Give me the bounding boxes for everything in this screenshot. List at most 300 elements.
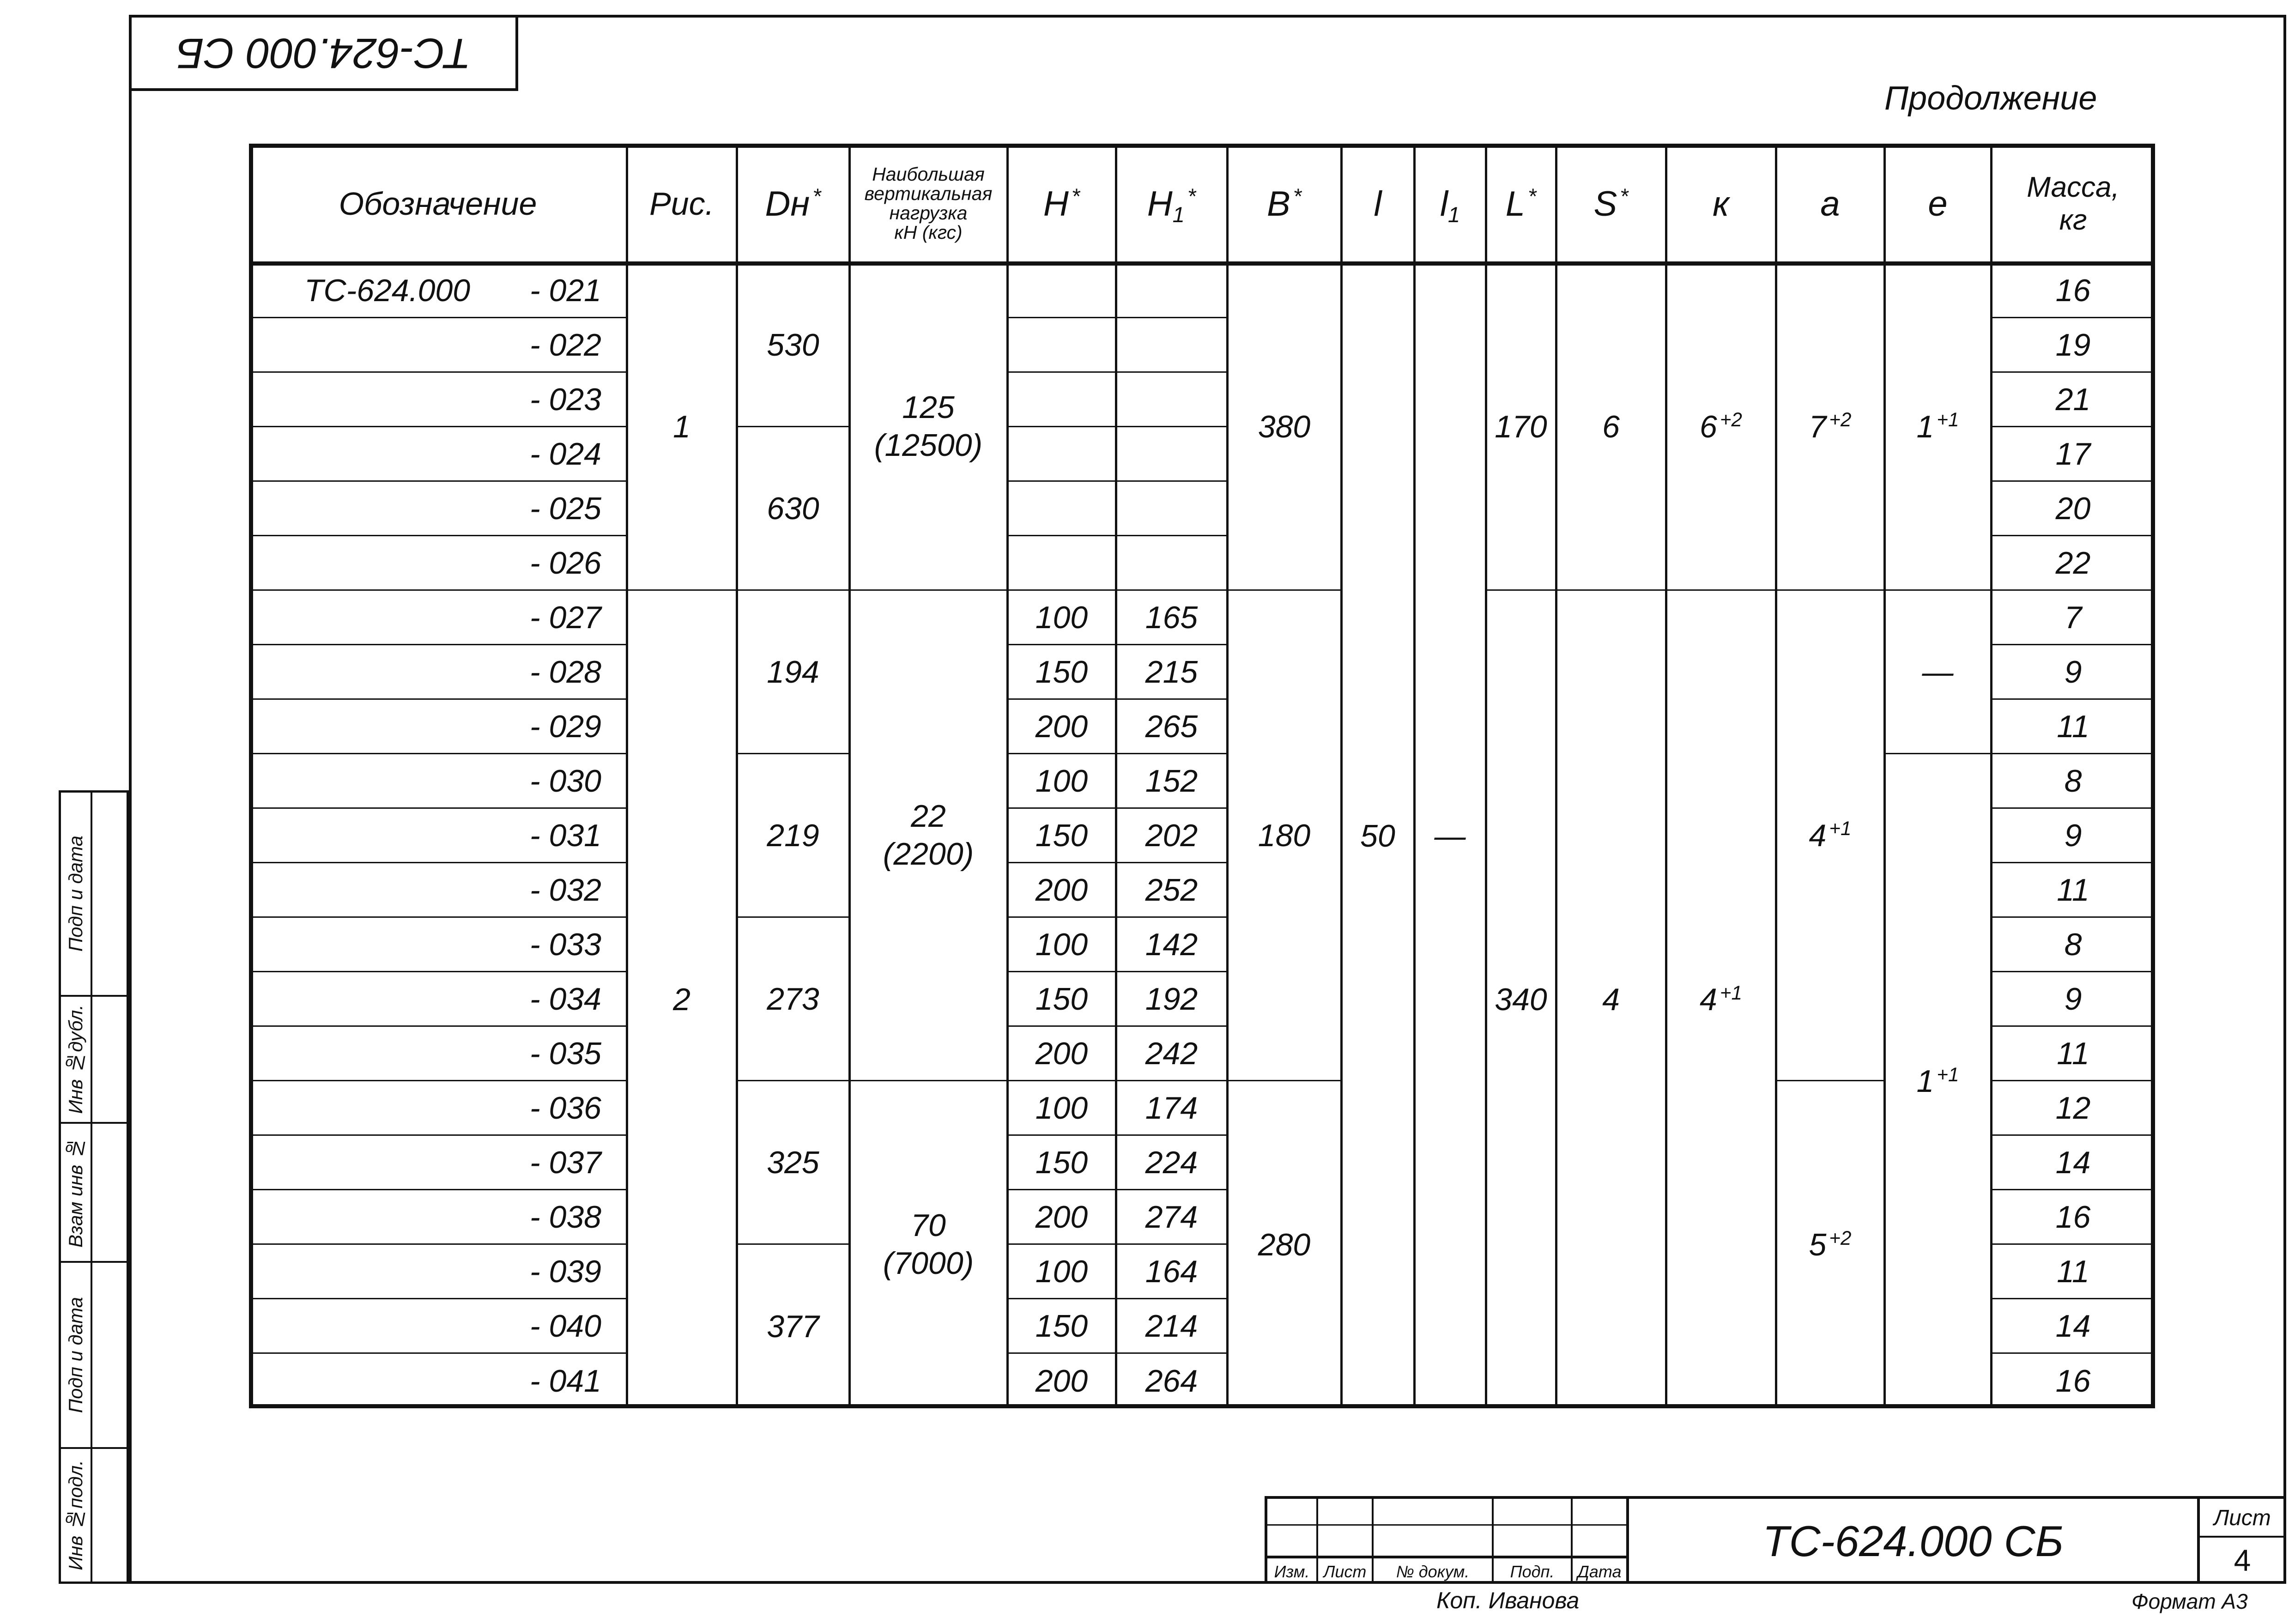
- cell-h1: [1116, 1027, 1227, 1081]
- cell-b-text: 280: [1258, 1227, 1311, 1262]
- header-l1-label: [1440, 184, 1460, 227]
- header-a-label: [1820, 184, 1840, 224]
- cell-h1: [1116, 591, 1227, 645]
- cell-h-text: 200: [1035, 1199, 1088, 1235]
- cell-dn-text: 219: [767, 818, 819, 853]
- cell-h1-text: 214: [1145, 1308, 1198, 1344]
- cell-h: [1007, 1354, 1116, 1408]
- cell-h-text: 150: [1035, 818, 1088, 853]
- cell-h-text: 100: [1035, 600, 1088, 635]
- cell-mass: [1991, 1081, 2155, 1136]
- cell-designation: [249, 863, 627, 918]
- rotated-designation-text: ТС-624.000 СБ: [176, 30, 471, 77]
- cell-mass: [1991, 536, 2155, 591]
- designation-code: - 023: [530, 382, 601, 417]
- cell-h: [1007, 1081, 1116, 1136]
- cell-mass: [1991, 972, 2155, 1027]
- cell-h-text: 150: [1035, 654, 1088, 690]
- cell-dn: [737, 918, 849, 1081]
- cell-load: [849, 591, 1007, 1081]
- designation-code: - 038: [530, 1199, 601, 1235]
- cell-h: [1007, 863, 1116, 918]
- cell-mass-text: 11: [2057, 709, 2089, 744]
- cell-load-line: (12500): [874, 427, 983, 463]
- cell-h-value: [1035, 872, 1088, 908]
- cell-l: [1341, 264, 1414, 1408]
- cell-load-line: (2200): [883, 836, 974, 872]
- cell-b: [1227, 1081, 1341, 1408]
- cell-h-value: [1035, 818, 1088, 854]
- designation-code: - 026: [530, 545, 601, 581]
- cell-h1-value: [1145, 600, 1198, 636]
- cell-h1: [1116, 264, 1227, 318]
- header-load-line: вертикальная: [864, 183, 993, 205]
- cell-h-value: [1035, 927, 1088, 963]
- cell-h-value: [1035, 1308, 1088, 1344]
- header-L-asterisk: *: [1527, 183, 1537, 208]
- cell-h1-text: 165: [1145, 600, 1198, 635]
- header-s-label: [1593, 184, 1628, 224]
- header-L: [1486, 144, 1556, 264]
- cell-mass-text: 14: [2055, 1145, 2091, 1180]
- cell-dn-value: [767, 654, 819, 690]
- cell-s-text: 4: [1602, 982, 1620, 1017]
- cell-b-value: [1258, 409, 1310, 445]
- cell-dn-text: 273: [767, 981, 819, 1017]
- cell-s: [1556, 591, 1666, 1408]
- header-h-text: H: [1043, 184, 1069, 224]
- cell-h1: [1116, 482, 1227, 536]
- cell-h1-value: [1145, 1090, 1198, 1126]
- cell-h1-value: [1145, 927, 1198, 963]
- header-e: [1884, 144, 1991, 264]
- header-l-label: [1374, 184, 1382, 224]
- cell-figure-text: 2: [673, 982, 690, 1017]
- cell-a-text: 7: [1809, 409, 1827, 444]
- cell-mass: [1991, 918, 2155, 972]
- cell-designation: [249, 373, 627, 427]
- designation-code: - 032: [530, 872, 601, 908]
- cell-l1-text: —: [1434, 818, 1466, 854]
- cell-dn: [737, 754, 849, 918]
- cell-h1: [1116, 754, 1227, 809]
- cell-k-tolerance: +1: [1720, 982, 1742, 1004]
- cell-h-text: 200: [1035, 1363, 1088, 1399]
- cell-h-text: 200: [1035, 872, 1088, 908]
- cell-l-text: 50: [1360, 818, 1395, 854]
- cell-designation: [249, 1190, 627, 1245]
- cell-e-value: [1917, 1063, 1959, 1099]
- cell-h-text: 150: [1035, 1145, 1088, 1180]
- cell-mass-text: 12: [2055, 1090, 2091, 1126]
- cell-mass-text: 16: [2055, 1199, 2091, 1235]
- header-load-line: Наибольшая: [872, 164, 985, 185]
- column-divider: [848, 144, 851, 1408]
- cell-dn-value: [767, 1309, 819, 1345]
- header-designation-text: Обозначение: [339, 186, 537, 222]
- cell-h: [1007, 482, 1116, 536]
- cell-e: [1884, 754, 1991, 1408]
- side-stamp-strip: [59, 790, 129, 1584]
- cell-mass-value: [2056, 1308, 2091, 1344]
- cell-dn: [737, 591, 849, 754]
- cell-a: [1776, 1081, 1884, 1408]
- designation-code: - 034: [530, 981, 601, 1017]
- cell-mass-value: [2056, 1090, 2091, 1126]
- header-e-text: е: [1928, 184, 1948, 224]
- cell-h1-text: 192: [1145, 981, 1198, 1017]
- cell-e-tolerance: +1: [1937, 409, 1959, 431]
- header-k-label: [1713, 184, 1729, 224]
- cell-designation: [249, 1027, 627, 1081]
- designation-code: - 041: [530, 1363, 601, 1399]
- cell-mass: [1991, 373, 2155, 427]
- header-mass: [1991, 144, 2155, 264]
- cell-mass: [1991, 1245, 2155, 1299]
- header-b-asterisk: *: [1293, 183, 1302, 208]
- cell-mass-text: 20: [2055, 491, 2091, 526]
- column-divider: [1883, 144, 1886, 1408]
- cell-h1: [1116, 318, 1227, 373]
- designation-code: - 025: [530, 491, 601, 526]
- cell-load: [849, 264, 1007, 591]
- cell-e: [1884, 264, 1991, 591]
- header-h-asterisk: *: [1071, 183, 1080, 208]
- header-b-label: [1267, 184, 1302, 224]
- cell-e-value: [1922, 654, 1954, 690]
- document-designation: ТС-624.000 СБ: [1762, 1517, 2064, 1565]
- header-a: [1776, 144, 1884, 264]
- header-k-text: к: [1713, 184, 1729, 224]
- cell-mass: [1991, 1136, 2155, 1190]
- header-figure-label: [649, 185, 714, 222]
- cell-designation: [249, 591, 627, 645]
- header-dn: [737, 144, 849, 264]
- strip-label: Подп и дата: [65, 1297, 86, 1413]
- cell-a-tolerance: +1: [1829, 818, 1852, 840]
- cell-h1: [1116, 1299, 1227, 1354]
- designation-code: - 030: [530, 763, 601, 799]
- cell-dn-text: 325: [767, 1145, 819, 1180]
- designation-code: - 031: [530, 818, 601, 853]
- designation-code: - 039: [530, 1254, 601, 1289]
- cell-mass-text: 19: [2055, 327, 2091, 363]
- cell-mass-value: [2065, 600, 2082, 636]
- cell-b: [1227, 264, 1341, 591]
- designation-code: - 022: [530, 327, 601, 363]
- cell-b-value: [1258, 1227, 1310, 1263]
- strip-original-inventory: [61, 1447, 127, 1582]
- cell-k: [1666, 591, 1776, 1408]
- cell-h: [1007, 1027, 1116, 1081]
- header-figure: [627, 144, 737, 264]
- cell-mass-value: [2057, 1036, 2089, 1072]
- cell-mass-value: [2057, 1254, 2089, 1290]
- header-load-line: нагрузка: [889, 202, 968, 224]
- cell-figure-text: 1: [673, 409, 690, 444]
- header-l1-subscript: 1: [1447, 202, 1460, 227]
- designation-code: - 037: [530, 1145, 601, 1180]
- cell-mass-text: 9: [2064, 981, 2082, 1017]
- cell-h-text: 100: [1035, 1254, 1088, 1289]
- cell-dn: [737, 1081, 849, 1245]
- cell-h-text: 100: [1035, 763, 1088, 799]
- column-divider: [1115, 144, 1117, 1408]
- cell-mass-value: [2065, 981, 2082, 1017]
- cell-mass: [1991, 1190, 2155, 1245]
- header-l1: [1414, 144, 1486, 264]
- header-k: [1666, 144, 1776, 264]
- cell-e-text: 1: [1916, 1064, 1934, 1099]
- cell-h: [1007, 700, 1116, 754]
- cell-b-text: 380: [1258, 409, 1311, 444]
- signature-label: Подп.: [1510, 1562, 1555, 1581]
- rotated-designation-stamp: [129, 15, 518, 91]
- cell-h1-value: [1145, 1308, 1198, 1344]
- cell-h-text: 100: [1035, 927, 1088, 962]
- cell-mass: [1991, 1027, 2155, 1081]
- cell-h1: [1116, 1354, 1227, 1408]
- cell-mass-text: 21: [2055, 382, 2091, 417]
- strip-label: Инв №подл.: [65, 1460, 86, 1570]
- cell-h1: [1116, 1245, 1227, 1299]
- cell-e-value: [1917, 409, 1959, 445]
- header-a-text: а: [1820, 184, 1840, 224]
- cell-h-value: [1035, 654, 1088, 690]
- cell-mass-value: [2056, 327, 2091, 363]
- cell-l1-value: [1435, 818, 1466, 854]
- cell-mass: [1991, 700, 2155, 754]
- header-L-label: [1506, 184, 1537, 224]
- cell-h: [1007, 1299, 1116, 1354]
- header-l-text: l: [1374, 184, 1382, 224]
- cell-designation: [249, 1136, 627, 1190]
- cell-h-value: [1035, 600, 1088, 636]
- cell-h-text: 150: [1035, 981, 1088, 1017]
- cell-h: [1007, 591, 1116, 645]
- header-h1-asterisk: *: [1187, 183, 1196, 208]
- cell-h1-text: 242: [1145, 1036, 1198, 1071]
- cell-h: [1007, 264, 1116, 318]
- cell-h1: [1116, 918, 1227, 972]
- cell-h1-text: 252: [1145, 872, 1198, 908]
- cell-h1-value: [1145, 872, 1198, 908]
- column-divider: [1665, 144, 1667, 1408]
- cell-mass-text: 16: [2055, 273, 2091, 308]
- cell-h: [1007, 809, 1116, 863]
- cell-h1-value: [1145, 654, 1198, 690]
- cell-b-text: 180: [1258, 818, 1311, 853]
- cell-mass-text: 11: [2057, 872, 2089, 908]
- column-divider: [626, 144, 628, 1408]
- cell-h1-text: 152: [1145, 763, 1198, 799]
- cell-b-value: [1258, 818, 1310, 854]
- header-h1: [1116, 144, 1227, 264]
- cell-dn-value: [767, 491, 819, 527]
- cell-dn: [737, 264, 849, 427]
- title-grid-rule: [1267, 1524, 1628, 1526]
- cell-L-text: 340: [1495, 982, 1547, 1017]
- cell-h1: [1116, 645, 1227, 700]
- designation-base: ТС-624.000: [304, 273, 471, 308]
- cell-load-line: (7000): [883, 1246, 974, 1281]
- cell-mass-value: [2056, 1199, 2091, 1235]
- cell-mass-text: 17: [2055, 436, 2091, 472]
- strip-label: Подп и дата: [65, 836, 86, 952]
- cell-mass: [1991, 809, 2155, 863]
- cell-h-text: 200: [1035, 709, 1088, 744]
- cell-mass-value: [2065, 654, 2082, 690]
- cell-k-value: [1700, 409, 1742, 445]
- cell-mass: [1991, 318, 2155, 373]
- strip-sign-date-lower: [61, 1261, 127, 1447]
- cell-designation: [249, 918, 627, 972]
- cell-a-value: [1809, 818, 1852, 854]
- cell-h1-value: [1145, 818, 1198, 854]
- cell-h1: [1116, 809, 1227, 863]
- cell-h: [1007, 536, 1116, 591]
- designation-code: - 040: [530, 1308, 601, 1344]
- cell-l-value: [1360, 818, 1395, 854]
- strip-replacement-inventory: [61, 1122, 127, 1261]
- cell-s: [1556, 264, 1666, 591]
- header-figure-text: Рис.: [649, 186, 715, 222]
- cell-h1-text: 215: [1145, 654, 1198, 690]
- cell-h-value: [1035, 1254, 1088, 1290]
- cell-L-value: [1495, 409, 1547, 445]
- cell-h1-text: 264: [1145, 1363, 1198, 1399]
- designation-code: - 021: [530, 273, 601, 308]
- cell-h-value: [1035, 981, 1088, 1017]
- cell-load-line: 125: [902, 389, 955, 425]
- cell-mass-text: 16: [2055, 1363, 2091, 1399]
- column-divider: [1990, 144, 1992, 1408]
- header-s-text: S: [1593, 184, 1617, 224]
- cell-figure-value: [673, 982, 690, 1018]
- designation-code: - 033: [530, 927, 601, 962]
- cell-dn: [737, 427, 849, 591]
- cell-a-value: [1809, 1227, 1852, 1263]
- cell-h-value: [1035, 709, 1088, 745]
- cell-mass-text: 9: [2064, 818, 2082, 853]
- cell-h1-value: [1145, 709, 1198, 745]
- cell-mass-value: [2056, 1363, 2091, 1399]
- cell-h-text: 100: [1035, 1090, 1088, 1126]
- cell-a: [1776, 591, 1884, 1081]
- cell-mass: [1991, 1354, 2155, 1408]
- header-designation: [249, 144, 627, 264]
- header-dn-asterisk: *: [812, 183, 821, 208]
- designation-code: - 029: [530, 709, 601, 744]
- cell-h1-text: 202: [1145, 818, 1198, 853]
- cell-a-text: 4: [1809, 818, 1827, 853]
- cell-mass: [1991, 591, 2155, 645]
- header-l1-text: l: [1440, 184, 1448, 224]
- header-h-label: [1043, 184, 1080, 224]
- strip-label: Взам инв №: [65, 1137, 86, 1248]
- cell-load: [849, 1081, 1007, 1408]
- column-divider: [1413, 144, 1416, 1408]
- header-mass-line: Масса,: [2027, 171, 2119, 203]
- cell-h1: [1116, 1081, 1227, 1136]
- cell-k-text: 6: [1700, 409, 1717, 444]
- cell-h-value: [1035, 1036, 1088, 1072]
- cell-h-value: [1035, 1145, 1088, 1181]
- cell-designation: [249, 1354, 627, 1408]
- column-divider: [1006, 144, 1009, 1408]
- cell-h1-value: [1145, 1363, 1198, 1399]
- cell-L: [1486, 591, 1556, 1408]
- cell-a-tolerance: +2: [1829, 409, 1852, 431]
- cell-a-tolerance: +2: [1829, 1227, 1852, 1249]
- cell-h1-value: [1145, 1036, 1198, 1072]
- header-mass-line: кг: [2059, 204, 2087, 236]
- cell-s-value: [1602, 409, 1620, 445]
- cell-figure: [627, 591, 737, 1408]
- cell-h-value: [1035, 1363, 1088, 1399]
- cell-load-line: 22: [911, 798, 946, 834]
- cell-k: [1666, 264, 1776, 591]
- cell-h1-text: 265: [1145, 709, 1198, 744]
- cell-e-text: 1: [1916, 409, 1934, 444]
- cell-h1-value: [1145, 1145, 1198, 1181]
- cell-mass-text: 7: [2064, 600, 2082, 635]
- cell-dn-text: 530: [767, 327, 819, 363]
- header-load: [849, 144, 1007, 264]
- header-h1-text: H: [1147, 184, 1173, 224]
- cell-mass: [1991, 1299, 2155, 1354]
- cell-mass-value: [2056, 1145, 2091, 1181]
- cell-figure: [627, 264, 737, 591]
- paper-format-label: Формат А3: [2132, 1589, 2248, 1613]
- cell-mass-value: [2056, 382, 2091, 418]
- cell-mass-value: [2056, 273, 2091, 309]
- cell-designation: [249, 536, 627, 591]
- cell-k-value: [1700, 982, 1742, 1018]
- strip-duplicate-inventory: [61, 995, 127, 1122]
- cell-h: [1007, 1245, 1116, 1299]
- column-divider: [1555, 144, 1557, 1408]
- cell-h1-text: 142: [1145, 927, 1198, 962]
- cell-h1-text: 174: [1145, 1090, 1198, 1126]
- cell-h1-text: 274: [1145, 1199, 1198, 1235]
- cell-s-value: [1602, 982, 1620, 1018]
- column-divider: [1775, 144, 1777, 1408]
- cell-L-value: [1495, 982, 1547, 1018]
- sheet-column-label: Лист: [1323, 1562, 1367, 1581]
- cell-L: [1486, 264, 1556, 591]
- header-L-text: L: [1505, 184, 1525, 224]
- cell-mass-text: 11: [2057, 1254, 2089, 1289]
- cell-l1: [1414, 264, 1486, 1408]
- copied-by-note: Коп. Иванова: [1436, 1588, 1580, 1613]
- title-block: [1265, 1496, 2286, 1584]
- cell-h: [1007, 754, 1116, 809]
- cell-figure-value: [673, 409, 690, 445]
- header-l: [1341, 144, 1414, 264]
- cell-dn-text: 377: [767, 1309, 819, 1344]
- cell-h-value: [1035, 763, 1088, 799]
- cell-designation: [249, 972, 627, 1027]
- cell-h-text: 200: [1035, 1036, 1088, 1071]
- header-s: [1556, 144, 1666, 264]
- cell-k-tolerance: +2: [1720, 409, 1742, 431]
- specification-table: [249, 144, 2155, 1408]
- cell-h-value: [1035, 1090, 1088, 1126]
- cell-k-text: 4: [1700, 982, 1717, 1017]
- cell-h: [1007, 645, 1116, 700]
- cell-h: [1007, 427, 1116, 482]
